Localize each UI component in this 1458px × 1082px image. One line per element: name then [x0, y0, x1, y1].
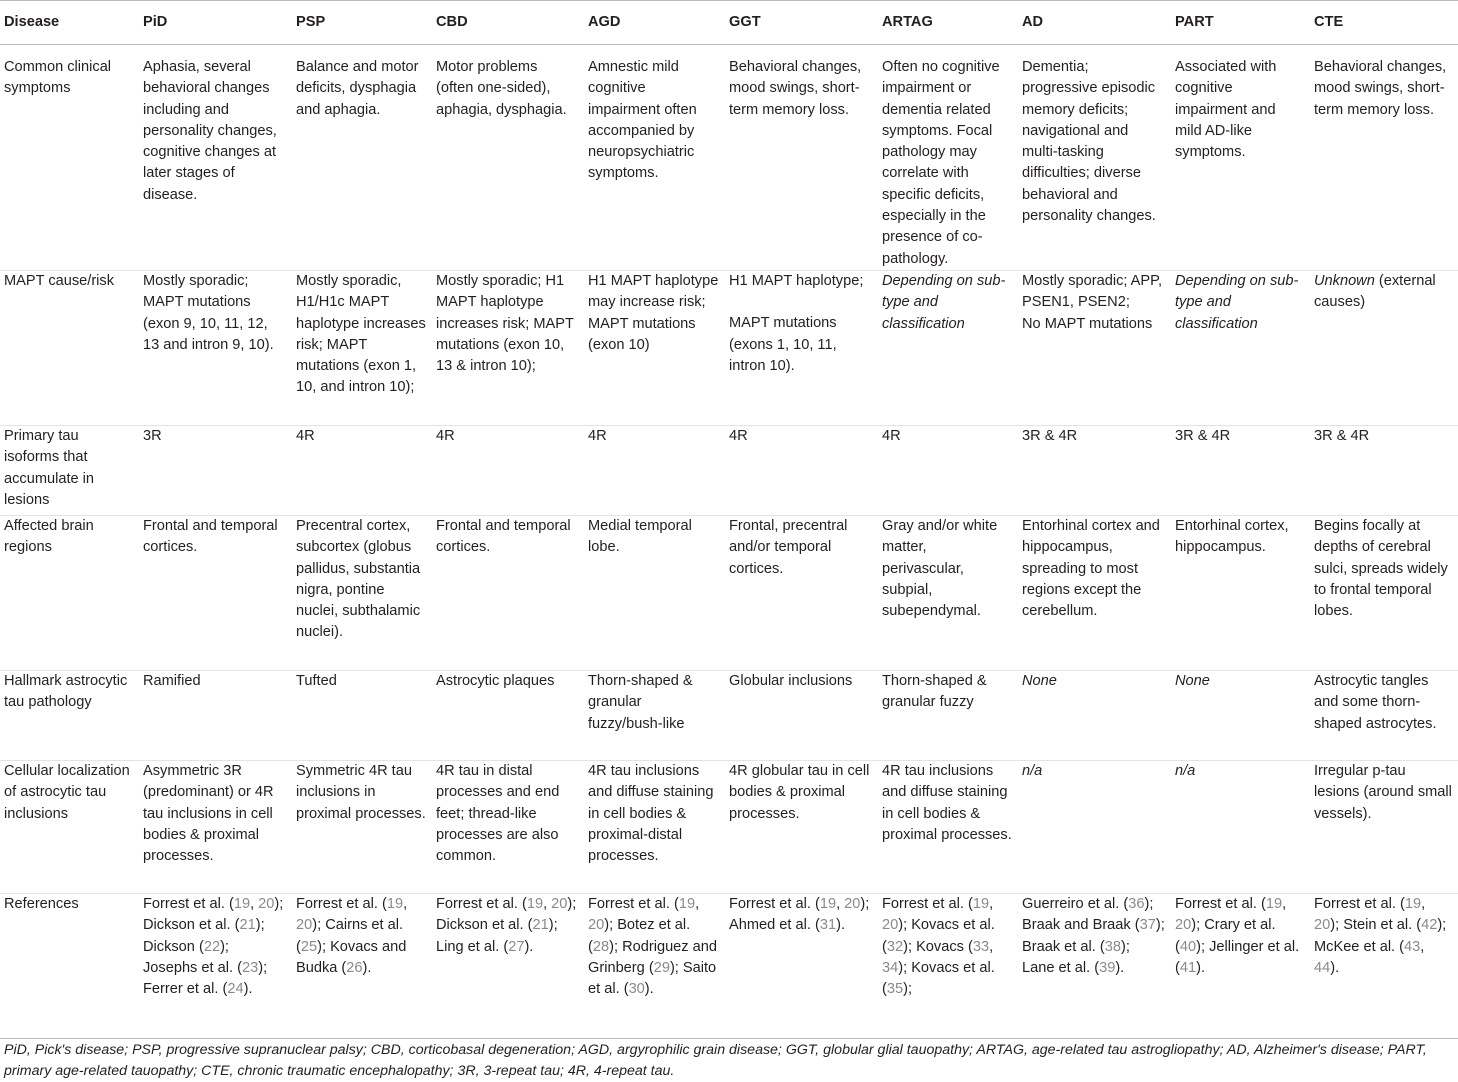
cell-text: ); Cairns et al. ( — [296, 917, 404, 955]
row-label: Hallmark astrocytic tau pathology — [0, 670, 139, 760]
cell-text: Medial temporal lobe. — [588, 517, 692, 556]
cell-text: Forrest et al. ( — [296, 895, 387, 912]
table-cell — [139, 270, 292, 425]
cell-text: Asymmetric 3R (predominant) or 4R tau inclusions in cell bodies & proximal processes. — [143, 762, 274, 865]
cell-text: ); Lane et al. ( — [1022, 938, 1130, 976]
table-cell — [725, 425, 878, 515]
table-cell — [292, 893, 432, 1038]
table-cell — [432, 893, 584, 1038]
cell-text: ); Kovacs et al. ( — [882, 917, 995, 955]
cell-text: ); McKee et al. ( — [1314, 917, 1447, 955]
header-agd: AGD — [584, 1, 725, 45]
cell-text: Thorn-shaped & granular fuzzy/bush-like — [588, 672, 693, 732]
citation-number: 20 — [882, 917, 899, 934]
row-label: Cellular localization of astrocytic tau inclusions — [0, 760, 139, 893]
table-cell — [1171, 670, 1310, 760]
table-cell — [725, 270, 878, 425]
header-psp: PSP — [292, 1, 432, 45]
header-pid: PiD — [139, 1, 292, 45]
cell-text: 3R — [143, 427, 162, 444]
cell-text: 4R — [882, 427, 901, 444]
table-cell — [1018, 515, 1171, 670]
cell-text: ); Dickson ( — [143, 917, 265, 955]
row-label: Affected brain regions — [0, 515, 139, 670]
cell-text: ); Rodriguez and Grinberg ( — [588, 938, 718, 976]
citation-number: 19 — [819, 895, 837, 912]
citation-number: 19 — [386, 895, 404, 912]
header-cte: CTE — [1310, 1, 1458, 45]
table-cell — [725, 515, 878, 670]
cell-text: , — [989, 895, 994, 912]
citation-number: 20 — [1175, 917, 1192, 934]
citation-number: 44 — [1314, 959, 1331, 976]
citation-number: 37 — [1139, 917, 1156, 934]
cell-text: , — [695, 895, 700, 912]
cell-text: ); Braak et al. ( — [1022, 917, 1165, 955]
table-cell — [139, 670, 292, 760]
header-disease: Disease — [0, 1, 139, 45]
table-cell — [432, 270, 584, 425]
cell-text: ); Dickson et al. ( — [436, 895, 577, 934]
cell-text: 3R & 4R — [1314, 427, 1370, 444]
row-label: MAPT cause/risk — [0, 270, 139, 425]
cell-text: Frontal and temporal cortices. — [436, 517, 571, 556]
citation-number: 20 — [296, 917, 313, 934]
cell-text: Depending on sub-type and classification — [882, 272, 1006, 332]
citation-number: 19 — [678, 895, 696, 912]
table-cell — [584, 515, 725, 670]
table-cell — [432, 515, 584, 670]
cell-text: ); Braak and Braak ( — [1022, 895, 1154, 934]
table-cell — [292, 45, 432, 271]
row-label: Common clinical symptoms — [0, 45, 139, 271]
cell-text: , — [250, 895, 259, 912]
citation-number: 19 — [1265, 895, 1283, 912]
cell-text: No MAPT mutations — [1022, 315, 1153, 332]
cell-text: Frontal and temporal cortices. — [143, 517, 278, 556]
cell-text: ). — [1115, 959, 1125, 976]
table-row — [0, 670, 1458, 760]
cell-text: Forrest et al. ( — [436, 895, 527, 912]
table-cell — [1018, 670, 1171, 760]
cell-text: Begins focally at depths of cerebral sulci, spreads widely to frontal temporal lobes. — [1314, 517, 1448, 620]
table-cell — [1171, 515, 1310, 670]
cell-text: ); Kovacs et al. ( — [882, 959, 995, 998]
table-row — [0, 425, 1458, 515]
cell-text: (external causes) — [1314, 272, 1436, 311]
header-ggt: GGT — [725, 1, 878, 45]
citation-number: 19 — [526, 895, 544, 912]
cell-text: ); Kovacs ( — [903, 938, 973, 955]
cell-text: Amnestic mild cognitive impairment often accompanied by neuropsychiatric symptoms. — [588, 59, 697, 182]
header-ad: AD — [1018, 1, 1171, 45]
table-cell — [725, 45, 878, 271]
cell-text: Irregular p-tau lesions (around small vessels). — [1314, 762, 1452, 822]
table-row — [0, 270, 1458, 425]
table-cell — [878, 893, 1018, 1038]
row-label: Primary tau isoforms that accumulate in lesions — [0, 425, 139, 515]
cell-text: ). — [1196, 959, 1206, 976]
table-cell — [1171, 45, 1310, 271]
cell-text: ). — [524, 938, 534, 955]
cell-text: Entorhinal cortex and hippocampus, spreading to most regions except the cerebellum. — [1022, 517, 1160, 620]
cell-text: Forrest et al. ( — [882, 895, 973, 912]
table-cell — [1310, 45, 1458, 271]
citation-number: 21 — [532, 917, 549, 934]
table-cell — [1018, 45, 1171, 271]
citation-number: 29 — [653, 959, 670, 976]
cell-text: , — [989, 938, 994, 955]
cell-text: Precentral cortex, subcortex (globus pallidus, substantia nigra, pontine nuclei, subthalamic nuclei). — [296, 517, 421, 641]
table-cell — [1310, 270, 1458, 425]
citation-number: 39 — [1099, 959, 1116, 976]
table-cell — [292, 760, 432, 893]
table-cell — [584, 45, 725, 271]
cell-text: Depending on sub-type and classification — [1175, 272, 1299, 332]
table-cell — [725, 893, 878, 1038]
citation-number: 23 — [241, 959, 259, 976]
citation-number: 33 — [972, 938, 990, 955]
cell-text: Forrest et al. ( — [143, 895, 234, 912]
table-row — [0, 893, 1458, 1038]
table-row — [0, 45, 1458, 271]
cell-text: ); Ferrer et al. ( — [143, 959, 268, 998]
cell-text: Thorn-shaped & granular fuzzy — [882, 672, 987, 711]
cell-text: Forrest et al. ( — [1175, 895, 1266, 912]
table-cell — [1310, 670, 1458, 760]
table-cell — [292, 425, 432, 515]
cell-text: Forrest et al. ( — [729, 895, 820, 912]
citation-number: 35 — [886, 981, 904, 998]
cell-text: ). — [243, 981, 253, 998]
cell-text: 3R & 4R — [1175, 427, 1231, 444]
row-label: References — [0, 893, 139, 1038]
table-cell — [292, 670, 432, 760]
cell-text: Guerreiro et al. ( — [1022, 895, 1129, 912]
cell-text: Forrest et al. ( — [1314, 895, 1405, 912]
table-cell — [878, 45, 1018, 271]
table-cell — [878, 760, 1018, 893]
table-cell — [584, 670, 725, 760]
citation-number: 38 — [1104, 938, 1121, 955]
table-cell — [1018, 425, 1171, 515]
table-cell — [139, 425, 292, 515]
header-cbd: CBD — [432, 1, 584, 45]
cell-text: , — [403, 895, 408, 912]
cell-text: , — [1282, 895, 1287, 912]
table-cell — [1310, 425, 1458, 515]
cell-text: 4R globular tau in cell bodies & proximal processes. — [729, 762, 870, 822]
cell-text: Associated with cognitive impairment and mild AD-like symptoms. — [1175, 59, 1277, 161]
table-cell — [432, 670, 584, 760]
cell-text: ); Saito et al. ( — [588, 959, 717, 998]
cell-text: Unknown — [1314, 272, 1375, 289]
table-cell — [1171, 270, 1310, 425]
cell-text: ); Ling et al. ( — [436, 917, 558, 955]
citation-number: 20 — [1314, 917, 1331, 934]
cell-text: 4R — [729, 427, 748, 444]
citation-number: 36 — [1128, 895, 1145, 912]
table-cell — [878, 515, 1018, 670]
cell-text: Balance and motor deficits, dysphagia and aphagia. — [296, 59, 419, 118]
citation-number: 24 — [227, 981, 244, 998]
cell-text: , — [836, 895, 845, 912]
cell-text: ). — [1330, 959, 1340, 976]
citation-number: 19 — [233, 895, 251, 912]
table-cell — [725, 760, 878, 893]
table-cell — [1018, 893, 1171, 1038]
cell-text: Symmetric 4R tau inclusions in proximal processes. — [296, 762, 426, 822]
cell-text: ); Jellinger et al. ( — [1175, 938, 1300, 976]
citation-number: 20 — [844, 895, 861, 912]
cell-text: Behavioral changes, mood swings, short-term memory loss. — [1314, 59, 1447, 118]
cell-text: ). — [836, 917, 846, 934]
table-cell — [584, 893, 725, 1038]
cell-text: ). — [644, 981, 654, 998]
cell-text: ); Botez et al. ( — [588, 917, 691, 955]
cell-text: MAPT mutations (exons 1, 10, 11, intron 10). — [729, 315, 837, 374]
citation-number: 21 — [239, 917, 256, 934]
table-cell — [139, 893, 292, 1038]
table-cell — [584, 270, 725, 425]
cell-text: Mostly sporadic; APP, PSEN1, PSEN2; — [1022, 272, 1163, 311]
citation-number: 40 — [1179, 938, 1197, 955]
cell-text: Mostly sporadic, H1/H1c MAPT haplotype increases risk; MAPT mutations (exon 1, 10, and intron 10); — [296, 272, 426, 396]
table-cell — [1018, 760, 1171, 893]
table-cell — [1310, 893, 1458, 1038]
cell-text: ); Josephs et al. ( — [143, 938, 242, 976]
cell-text: ); Stein et al. ( — [1330, 917, 1422, 934]
table-cell — [432, 760, 584, 893]
citation-number: 41 — [1179, 959, 1197, 976]
citation-number: 20 — [588, 917, 605, 934]
table-cell — [139, 760, 292, 893]
citation-number: 28 — [592, 938, 610, 955]
table-cell — [1171, 425, 1310, 515]
citation-number: 30 — [628, 981, 645, 998]
cell-text: Frontal, precentral and/or temporal cortices. — [729, 517, 848, 577]
table-cell — [584, 760, 725, 893]
citation-number: 20 — [258, 895, 275, 912]
citation-number: 19 — [972, 895, 990, 912]
cell-text: 4R tau inclusions and diffuse staining in cell bodies & proximal processes. — [882, 762, 1012, 843]
table-cell — [432, 425, 584, 515]
cell-text: None — [1175, 672, 1210, 689]
citation-number: 22 — [203, 938, 221, 955]
table-cell — [432, 45, 584, 271]
cell-text: , — [1420, 938, 1425, 955]
cell-text: , — [543, 895, 552, 912]
header-row — [0, 1, 1458, 45]
citation-number: 43 — [1404, 938, 1421, 955]
cell-text: Ramified — [143, 672, 201, 689]
cell-text: , — [1421, 895, 1426, 912]
cell-text: ); Dickson et al. ( — [143, 895, 284, 934]
citation-number: 31 — [819, 917, 837, 934]
table-cell — [1171, 760, 1310, 893]
table-cell — [292, 270, 432, 425]
citation-number: 42 — [1421, 917, 1438, 934]
cell-text: Forrest et al. ( — [588, 895, 679, 912]
citation-number: 27 — [508, 938, 525, 955]
table-cell — [878, 270, 1018, 425]
table-cell — [292, 515, 432, 670]
cell-text: ). — [362, 959, 372, 976]
cell-text: 4R — [588, 427, 607, 444]
cell-text: Dementia; progressive episodic memory deficits; navigational and multi-tasking difficulties; diverse behavioral and personality changes. — [1022, 59, 1156, 225]
header-artag: ARTAG — [878, 1, 1018, 45]
cell-text: Behavioral changes, mood swings, short-term memory loss. — [729, 59, 862, 118]
table-cell — [139, 45, 292, 271]
cell-text: ); — [903, 981, 913, 998]
table-row — [0, 515, 1458, 670]
cell-text: Mostly sporadic; H1 MAPT haplotype increases risk; MAPT mutations (exon 10, 13 & intron 10); — [436, 272, 574, 375]
table-cell — [878, 425, 1018, 515]
cell-text: Entorhinal cortex, hippocampus. — [1175, 517, 1289, 556]
cell-text: 4R tau inclusions and diffuse staining in cell bodies & proximal-distal processes. — [588, 762, 714, 865]
cell-text: Tufted — [296, 672, 337, 689]
cell-text: Astrocytic plaques — [436, 672, 555, 689]
cell-text: ); Crary et al. ( — [1175, 917, 1276, 955]
cell-text: Astrocytic tangles and some thorn-shaped astrocytes. — [1314, 672, 1437, 732]
cell-text: Often no cognitive impairment or dementia related symptoms. Focal pathology may correlate with specific deficits, especially in the presence of co-pathology. — [882, 59, 1000, 267]
cell-text: H1 MAPT haplotype; — [729, 272, 864, 289]
table-cell — [878, 670, 1018, 760]
cell-text: H1 MAPT haplotype may increase risk; MAPT mutations (exon 10) — [588, 272, 719, 353]
citation-number: 25 — [300, 938, 318, 955]
table-cell — [1310, 760, 1458, 893]
cell-text: n/a — [1022, 762, 1043, 779]
cell-text: Aphasia, several behavioral changes including and personality changes, cognitive changes at later stages of disease. — [143, 59, 277, 203]
cell-text: Motor problems (often one-sided), aphagia, dysphagia. — [436, 59, 567, 118]
cell-text: ); Ahmed et al. ( — [729, 895, 870, 934]
table-cell — [1018, 270, 1171, 425]
cell-text: ); Kovacs and Budka ( — [296, 938, 407, 976]
table-footnote: PiD, Pick's disease; PSP, progressive supranuclear palsy; CBD, corticobasal degeneration; AGD, argyrophilic grain disease; GGT, globular glial tauopathy; ARTAG, age-related tau astrogliopathy; AD, Alzheimer's disease; PART, primary age-related tauopathy; CTE, chronic traumatic encephalopathy; 3R, 3-repeat tau; 4R, 4-repeat tau. — [4, 1042, 1427, 1079]
cell-text: n/a — [1175, 762, 1196, 779]
cell-text: 4R — [436, 427, 455, 444]
table-cell — [584, 425, 725, 515]
cell-text: 4R tau in distal processes and end feet; thread-like processes are also common. — [436, 762, 560, 865]
citation-number: 34 — [882, 959, 899, 976]
table-cell — [139, 515, 292, 670]
table-row — [0, 760, 1458, 893]
cell-text: Globular inclusions — [729, 672, 853, 689]
table-cell — [725, 670, 878, 760]
header-part: PART — [1171, 1, 1310, 45]
citation-number: 26 — [346, 959, 363, 976]
cell-text: Mostly sporadic; MAPT mutations (exon 9, 10, 11, 12, 13 and intron 9, 10). — [143, 272, 274, 353]
citation-number: 19 — [1404, 895, 1422, 912]
table-cell — [1171, 893, 1310, 1038]
cell-text: None — [1022, 672, 1057, 689]
citation-number: 32 — [886, 938, 904, 955]
citation-number: 20 — [551, 895, 568, 912]
cell-text: 4R — [296, 427, 315, 444]
cell-text: Gray and/or white matter, perivascular, subpial, subependymal. — [882, 517, 998, 620]
table-cell — [1310, 515, 1458, 670]
cell-text: 3R & 4R — [1022, 427, 1078, 444]
